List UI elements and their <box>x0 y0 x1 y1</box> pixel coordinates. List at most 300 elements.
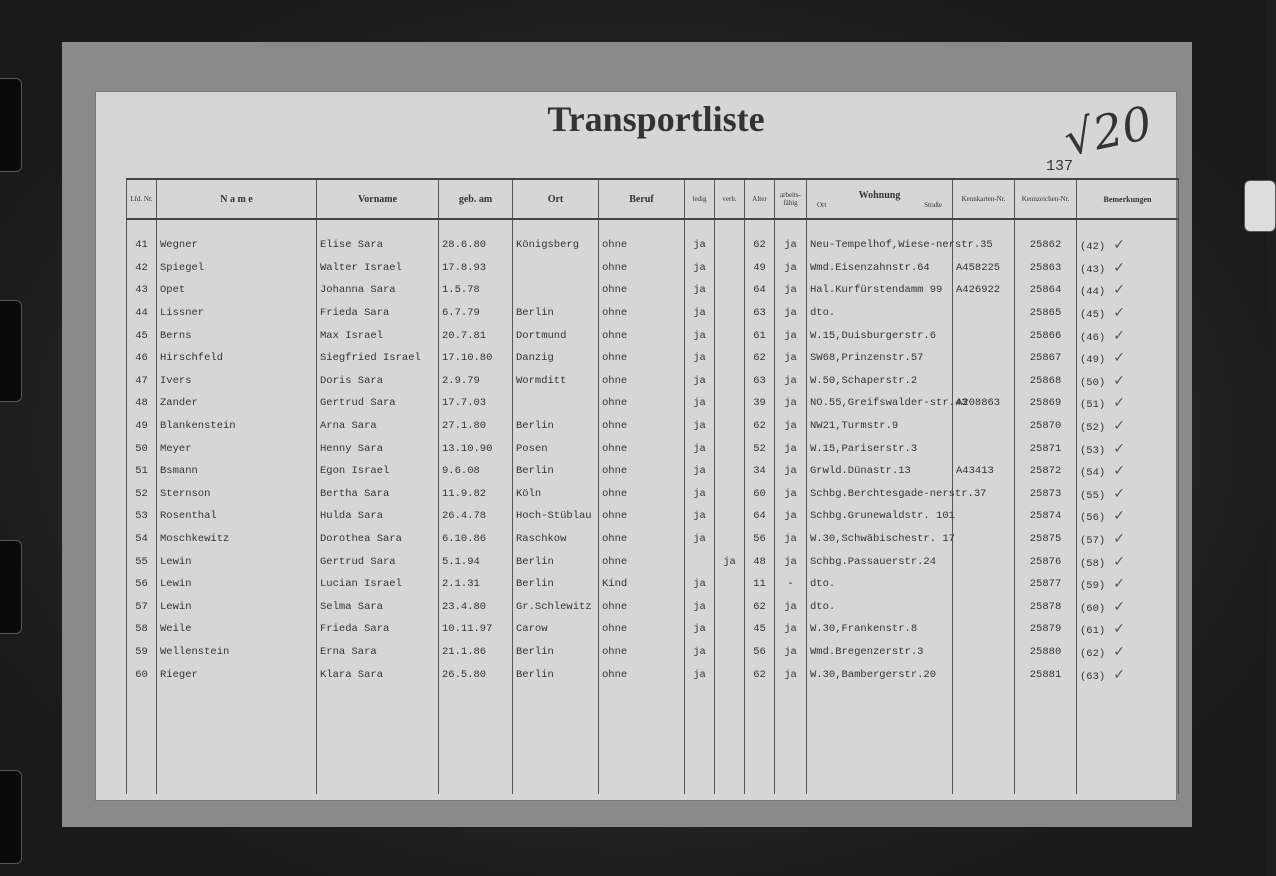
check-mark-icon: ✓ <box>1113 485 1125 502</box>
cell-kennkarten-nr <box>953 347 1015 370</box>
cell-ledig: ja <box>685 234 715 257</box>
cell-bemerkungen <box>1077 234 1179 257</box>
cell-arbeitsfaehig: ja <box>775 618 807 641</box>
table-row <box>127 596 1179 619</box>
cell-bemerkungen-text: (44) <box>1080 286 1106 299</box>
col-bemerkungen: Bemerkungen <box>1077 179 1179 219</box>
cell-beruf: ohne <box>599 663 685 686</box>
cell-kennkarten-nr: A426922 <box>953 279 1015 302</box>
table-row <box>127 324 1179 347</box>
cell-kennzeichen-nr: 25867 <box>1015 347 1077 370</box>
col-lfd-nr: Lfd. Nr. <box>127 179 157 219</box>
empty-cell <box>127 686 157 794</box>
cell-wohnung: Hal.Kurfürstendamm 99 <box>807 279 953 302</box>
cell-alter: 60 <box>745 483 775 506</box>
col-verh: verh. <box>715 179 745 219</box>
cell-geb-am: 5.1.94 <box>439 550 513 573</box>
cell-bemerkungen-text: (53) <box>1080 444 1106 457</box>
cell-ledig: ja <box>685 324 715 347</box>
cell-alter: 62 <box>745 596 775 619</box>
cell-verh <box>715 302 745 325</box>
cell-bemerkungen-text: (45) <box>1080 309 1106 322</box>
cell-wohnung: W.30,Schwäbischestr. 17 <box>807 528 953 551</box>
cell-kennkarten-nr <box>953 528 1015 551</box>
cell-wohnung: Grwld.Dünastr.13 <box>807 460 953 483</box>
col-beruf: Beruf <box>599 179 685 219</box>
cell-kennkarten-nr <box>953 618 1015 641</box>
cell-vorname: Johanna Sara <box>317 279 439 302</box>
cell-lfd-nr: 42 <box>127 257 157 280</box>
cell-alter: 63 <box>745 370 775 393</box>
cell-kennzeichen-nr: 25868 <box>1015 370 1077 393</box>
check-mark-icon: ✓ <box>1113 372 1125 389</box>
cell-ledig: ja <box>685 347 715 370</box>
empty-cell <box>953 686 1015 794</box>
cell-lfd-nr: 59 <box>127 641 157 664</box>
cell-wohnung: W.30,Bambergerstr.20 <box>807 663 953 686</box>
cell-wohnung: W.15,Duisburgerstr.6 <box>807 324 953 347</box>
cell-bemerkungen-text: (54) <box>1080 467 1106 480</box>
cell-beruf: ohne <box>599 347 685 370</box>
cell-beruf: Kind <box>599 573 685 596</box>
cell-alter: 52 <box>745 437 775 460</box>
table-row <box>127 234 1179 257</box>
cell-kennkarten-nr <box>953 663 1015 686</box>
cell-bemerkungen-text: (61) <box>1080 625 1106 638</box>
cell-alter: 62 <box>745 347 775 370</box>
cell-wohnung: W.15,Pariserstr.3 <box>807 437 953 460</box>
cell-verh <box>715 618 745 641</box>
cell-arbeitsfaehig: ja <box>775 663 807 686</box>
cell-lfd-nr: 57 <box>127 596 157 619</box>
cell-ledig: ja <box>685 279 715 302</box>
col-kennkarten-nr: Kennkarten-Nr. <box>953 179 1015 219</box>
cell-geb-am: 11.9.82 <box>439 483 513 506</box>
cell-geb-am: 6.10.86 <box>439 528 513 551</box>
cell-name: Lewin <box>157 550 317 573</box>
cell-ledig: ja <box>685 415 715 438</box>
cell-bemerkungen-text: (55) <box>1080 489 1106 502</box>
cell-wohnung: Schbg.Passauerstr.24 <box>807 550 953 573</box>
cell-bemerkungen-text: (59) <box>1080 580 1106 593</box>
cell-kennzeichen-nr: 25875 <box>1015 528 1077 551</box>
cell-ort: Wormditt <box>513 370 599 393</box>
cell-ledig: ja <box>685 596 715 619</box>
cell-alter: 39 <box>745 392 775 415</box>
check-mark-icon: ✓ <box>1113 553 1125 570</box>
cell-alter: 11 <box>745 573 775 596</box>
empty-cell <box>1077 686 1179 794</box>
table-row <box>127 528 1179 551</box>
cell-arbeitsfaehig: ja <box>775 234 807 257</box>
cell-lfd-nr: 41 <box>127 234 157 257</box>
col-wohnung-sub <box>809 201 950 209</box>
cell-beruf: ohne <box>599 596 685 619</box>
cell-bemerkungen <box>1077 347 1179 370</box>
cell-kennzeichen-nr: 25879 <box>1015 618 1077 641</box>
cell-ledig: ja <box>685 257 715 280</box>
cell-name: Lissner <box>157 302 317 325</box>
cell-geb-am: 1.5.78 <box>439 279 513 302</box>
empty-cell <box>513 686 599 794</box>
cell-bemerkungen <box>1077 460 1179 483</box>
cell-alter: 62 <box>745 415 775 438</box>
cell-geb-am: 17.10.80 <box>439 347 513 370</box>
cell-vorname: Frieda Sara <box>317 618 439 641</box>
cell-bemerkungen <box>1077 550 1179 573</box>
cell-geb-am: 28.6.80 <box>439 234 513 257</box>
cell-alter: 61 <box>745 324 775 347</box>
cell-kennkarten-nr <box>953 505 1015 528</box>
cell-arbeitsfaehig: ja <box>775 641 807 664</box>
empty-cell <box>715 686 745 794</box>
cell-ort: Hoch-Stüblau <box>513 505 599 528</box>
empty-cell <box>775 686 807 794</box>
cell-ort: Berlin <box>513 550 599 573</box>
cell-wohnung: Wmd.Bregenzerstr.3 <box>807 641 953 664</box>
cell-kennkarten-nr: A43413 <box>953 460 1015 483</box>
cell-bemerkungen <box>1077 279 1179 302</box>
cell-alter: 56 <box>745 528 775 551</box>
cell-arbeitsfaehig: ja <box>775 347 807 370</box>
cell-lfd-nr: 54 <box>127 528 157 551</box>
cell-geb-am: 21.1.86 <box>439 641 513 664</box>
cell-verh <box>715 437 745 460</box>
cell-beruf: ohne <box>599 392 685 415</box>
cell-lfd-nr: 55 <box>127 550 157 573</box>
cell-bemerkungen <box>1077 324 1179 347</box>
cell-lfd-nr: 52 <box>127 483 157 506</box>
cell-alter: 34 <box>745 460 775 483</box>
cell-vorname: Lucian Israel <box>317 573 439 596</box>
cell-ledig: ja <box>685 573 715 596</box>
cell-ledig: ja <box>685 302 715 325</box>
cell-beruf: ohne <box>599 641 685 664</box>
cell-geb-am: 23.4.80 <box>439 596 513 619</box>
cell-verh <box>715 234 745 257</box>
check-mark-icon: ✓ <box>1113 305 1125 322</box>
empty-cell <box>807 686 953 794</box>
cell-name: Meyer <box>157 437 317 460</box>
check-mark-icon: ✓ <box>1113 327 1125 344</box>
cell-arbeitsfaehig: ja <box>775 324 807 347</box>
cell-beruf: ohne <box>599 528 685 551</box>
cell-kennkarten-nr <box>953 550 1015 573</box>
cell-lfd-nr: 56 <box>127 573 157 596</box>
cell-geb-am: 10.11.97 <box>439 618 513 641</box>
cell-kennzeichen-nr: 25878 <box>1015 596 1077 619</box>
check-mark-icon: ✓ <box>1113 282 1125 299</box>
cell-ort: Danzig <box>513 347 599 370</box>
cell-arbeitsfaehig: ja <box>775 370 807 393</box>
cell-kennzeichen-nr: 25877 <box>1015 573 1077 596</box>
cell-vorname: Max Israel <box>317 324 439 347</box>
cell-kennkarten-nr <box>953 573 1015 596</box>
cell-bemerkungen-text: (43) <box>1080 263 1106 276</box>
check-mark-icon: ✓ <box>1113 395 1125 412</box>
cell-lfd-nr: 45 <box>127 324 157 347</box>
cell-vorname: Dorothea Sara <box>317 528 439 551</box>
check-mark-icon: ✓ <box>1113 440 1125 457</box>
cell-bemerkungen <box>1077 370 1179 393</box>
cell-ledig: ja <box>685 505 715 528</box>
cell-name: Wegner <box>157 234 317 257</box>
cell-bemerkungen <box>1077 257 1179 280</box>
cell-wohnung: Wmd.Eisenzahnstr.64 <box>807 257 953 280</box>
cell-verh <box>715 483 745 506</box>
empty-cell <box>685 686 715 794</box>
cell-vorname: Erna Sara <box>317 641 439 664</box>
cell-wohnung: NO.55,Greifswalder-str.43 <box>807 392 953 415</box>
empty-cell <box>1015 686 1077 794</box>
col-wohnung-ort: Ort <box>817 200 827 209</box>
cell-alter: 64 <box>745 505 775 528</box>
cell-beruf: ohne <box>599 618 685 641</box>
cell-vorname: Klara Sara <box>317 663 439 686</box>
handwritten-note: √20 <box>1059 95 1157 167</box>
cell-ort: Berlin <box>513 663 599 686</box>
cell-vorname: Walter Israel <box>317 257 439 280</box>
cell-lfd-nr: 44 <box>127 302 157 325</box>
cell-wohnung: dto. <box>807 573 953 596</box>
empty-cell <box>439 686 513 794</box>
cell-ort: Posen <box>513 437 599 460</box>
table-row <box>127 505 1179 528</box>
cell-beruf: ohne <box>599 257 685 280</box>
cell-ledig: ja <box>685 483 715 506</box>
table-row <box>127 550 1179 573</box>
table-row <box>127 483 1179 506</box>
cell-kennzeichen-nr: 25874 <box>1015 505 1077 528</box>
cell-verh <box>715 505 745 528</box>
cell-name: Blankenstein <box>157 415 317 438</box>
cell-wohnung: Schbg.Grunewaldstr. 101 <box>807 505 953 528</box>
film-perforation <box>1244 180 1276 232</box>
cell-wohnung: dto. <box>807 596 953 619</box>
cell-alter: 62 <box>745 663 775 686</box>
cell-lfd-nr: 46 <box>127 347 157 370</box>
cell-beruf: ohne <box>599 550 685 573</box>
cell-ort: Köln <box>513 483 599 506</box>
cell-ort: Königsberg <box>513 234 599 257</box>
cell-verh <box>715 392 745 415</box>
cell-bemerkungen <box>1077 505 1179 528</box>
cell-geb-am: 6.7.79 <box>439 302 513 325</box>
cell-vorname: Siegfried Israel <box>317 347 439 370</box>
cell-bemerkungen <box>1077 596 1179 619</box>
film-perforation <box>0 770 22 864</box>
cell-geb-am: 13.10.90 <box>439 437 513 460</box>
cell-ort <box>513 279 599 302</box>
cell-arbeitsfaehig: ja <box>775 505 807 528</box>
cell-geb-am: 9.6.08 <box>439 460 513 483</box>
cell-wohnung: W.30,Frankenstr.8 <box>807 618 953 641</box>
cell-wohnung: NW21,Turmstr.9 <box>807 415 953 438</box>
cell-verh <box>715 573 745 596</box>
cell-ort: Raschkow <box>513 528 599 551</box>
cell-ort: Berlin <box>513 415 599 438</box>
cell-beruf: ohne <box>599 279 685 302</box>
cell-bemerkungen <box>1077 663 1179 686</box>
cell-beruf: ohne <box>599 415 685 438</box>
check-mark-icon: ✓ <box>1113 666 1125 683</box>
cell-beruf: ohne <box>599 370 685 393</box>
cell-ort: Carow <box>513 618 599 641</box>
cell-ledig: ja <box>685 370 715 393</box>
cell-kennzeichen-nr: 25870 <box>1015 415 1077 438</box>
cell-verh <box>715 324 745 347</box>
cell-wohnung: dto. <box>807 302 953 325</box>
cell-bemerkungen-text: (52) <box>1080 422 1106 435</box>
table-row <box>127 618 1179 641</box>
cell-vorname: Doris Sara <box>317 370 439 393</box>
cell-ort: Berlin <box>513 573 599 596</box>
cell-kennkarten-nr <box>953 437 1015 460</box>
cell-ledig: ja <box>685 392 715 415</box>
cell-ledig <box>685 550 715 573</box>
table-row <box>127 415 1179 438</box>
cell-name: Opet <box>157 279 317 302</box>
cell-verh <box>715 415 745 438</box>
cell-bemerkungen-text: (58) <box>1080 557 1106 570</box>
film-perforation <box>0 78 22 172</box>
cell-bemerkungen-text: (49) <box>1080 354 1106 367</box>
cell-kennzeichen-nr: 25866 <box>1015 324 1077 347</box>
cell-geb-am: 17.7.03 <box>439 392 513 415</box>
cell-bemerkungen-text: (50) <box>1080 376 1106 389</box>
table-row <box>127 392 1179 415</box>
cell-beruf: ohne <box>599 302 685 325</box>
cell-vorname: Egon Israel <box>317 460 439 483</box>
cell-arbeitsfaehig: ja <box>775 392 807 415</box>
cell-lfd-nr: 53 <box>127 505 157 528</box>
cell-vorname: Gertrud Sara <box>317 392 439 415</box>
title-area <box>96 98 1216 140</box>
cell-kennzeichen-nr: 25881 <box>1015 663 1077 686</box>
cell-ort: Gr.Schlewitz <box>513 596 599 619</box>
cell-arbeitsfaehig: ja <box>775 257 807 280</box>
cell-kennzeichen-nr: 25876 <box>1015 550 1077 573</box>
cell-name: Ivers <box>157 370 317 393</box>
cell-wohnung: SW68,Prinzenstr.57 <box>807 347 953 370</box>
cell-name: Rieger <box>157 663 317 686</box>
cell-ort: Berlin <box>513 302 599 325</box>
cell-lfd-nr: 47 <box>127 370 157 393</box>
table-row <box>127 370 1179 393</box>
cell-geb-am: 27.1.80 <box>439 415 513 438</box>
table-row <box>127 460 1179 483</box>
cell-name: Lewin <box>157 573 317 596</box>
table-row <box>127 663 1179 686</box>
cell-ledig: ja <box>685 528 715 551</box>
cell-bemerkungen <box>1077 641 1179 664</box>
cell-bemerkungen-text: (51) <box>1080 399 1106 412</box>
cell-verh <box>715 663 745 686</box>
cell-beruf: ohne <box>599 483 685 506</box>
cell-bemerkungen <box>1077 415 1179 438</box>
cell-beruf: ohne <box>599 234 685 257</box>
col-geb-am: geb. am <box>439 179 513 219</box>
cell-name: Berns <box>157 324 317 347</box>
cell-name: Moschkewitz <box>157 528 317 551</box>
cell-ort <box>513 257 599 280</box>
empty-cell <box>599 686 685 794</box>
cell-alter: 49 <box>745 257 775 280</box>
cell-kennzeichen-nr: 25865 <box>1015 302 1077 325</box>
cell-alter: 45 <box>745 618 775 641</box>
cell-arbeitsfaehig: ja <box>775 279 807 302</box>
cell-arbeitsfaehig: - <box>775 573 807 596</box>
cell-bemerkungen <box>1077 618 1179 641</box>
empty-row <box>127 686 1179 794</box>
col-wohnung <box>807 179 953 219</box>
cell-lfd-nr: 49 <box>127 415 157 438</box>
cell-kennkarten-nr <box>953 596 1015 619</box>
cell-bemerkungen-text: (57) <box>1080 535 1106 548</box>
cell-arbeitsfaehig: ja <box>775 483 807 506</box>
cell-bemerkungen-text: (42) <box>1080 241 1106 254</box>
cell-lfd-nr: 43 <box>127 279 157 302</box>
empty-cell <box>745 686 775 794</box>
table-row <box>127 437 1179 460</box>
cell-kennkarten-nr: A458225 <box>953 257 1015 280</box>
cell-lfd-nr: 60 <box>127 663 157 686</box>
cell-geb-am: 2.1.31 <box>439 573 513 596</box>
cell-verh <box>715 370 745 393</box>
col-arbeitsfaehig: arbeits-fähig <box>775 179 807 219</box>
cell-arbeitsfaehig: ja <box>775 550 807 573</box>
cell-arbeitsfaehig: ja <box>775 460 807 483</box>
cell-kennzeichen-nr: 25863 <box>1015 257 1077 280</box>
cell-arbeitsfaehig: ja <box>775 302 807 325</box>
cell-verh <box>715 641 745 664</box>
check-mark-icon: ✓ <box>1113 237 1125 254</box>
cell-lfd-nr: 51 <box>127 460 157 483</box>
check-mark-icon: ✓ <box>1113 259 1125 276</box>
cell-bemerkungen-text: (63) <box>1080 670 1106 683</box>
cell-verh <box>715 596 745 619</box>
cell-vorname: Gertrud Sara <box>317 550 439 573</box>
cell-kennkarten-nr <box>953 415 1015 438</box>
cell-kennzeichen-nr: 25864 <box>1015 279 1077 302</box>
col-name: N a m e <box>157 179 317 219</box>
cell-verh <box>715 257 745 280</box>
cell-vorname: Selma Sara <box>317 596 439 619</box>
cell-name: Zander <box>157 392 317 415</box>
transport-list-table <box>126 178 1179 794</box>
check-mark-icon: ✓ <box>1113 418 1125 435</box>
cell-beruf: ohne <box>599 324 685 347</box>
cell-kennkarten-nr <box>953 641 1015 664</box>
check-mark-icon: ✓ <box>1113 643 1125 660</box>
check-mark-icon: ✓ <box>1113 576 1125 593</box>
cell-vorname: Bertha Sara <box>317 483 439 506</box>
cell-name: Weile <box>157 618 317 641</box>
cell-ledig: ja <box>685 618 715 641</box>
cell-bemerkungen <box>1077 392 1179 415</box>
cell-geb-am: 17.8.93 <box>439 257 513 280</box>
cell-vorname: Frieda Sara <box>317 302 439 325</box>
cell-verh: ja <box>715 550 745 573</box>
table-row <box>127 279 1179 302</box>
cell-bemerkungen <box>1077 483 1179 506</box>
table-row <box>127 257 1179 280</box>
check-mark-icon: ✓ <box>1113 508 1125 525</box>
cell-ort <box>513 392 599 415</box>
cell-kennkarten-nr <box>953 302 1015 325</box>
cell-name: Bsmann <box>157 460 317 483</box>
col-vorname: Vorname <box>317 179 439 219</box>
